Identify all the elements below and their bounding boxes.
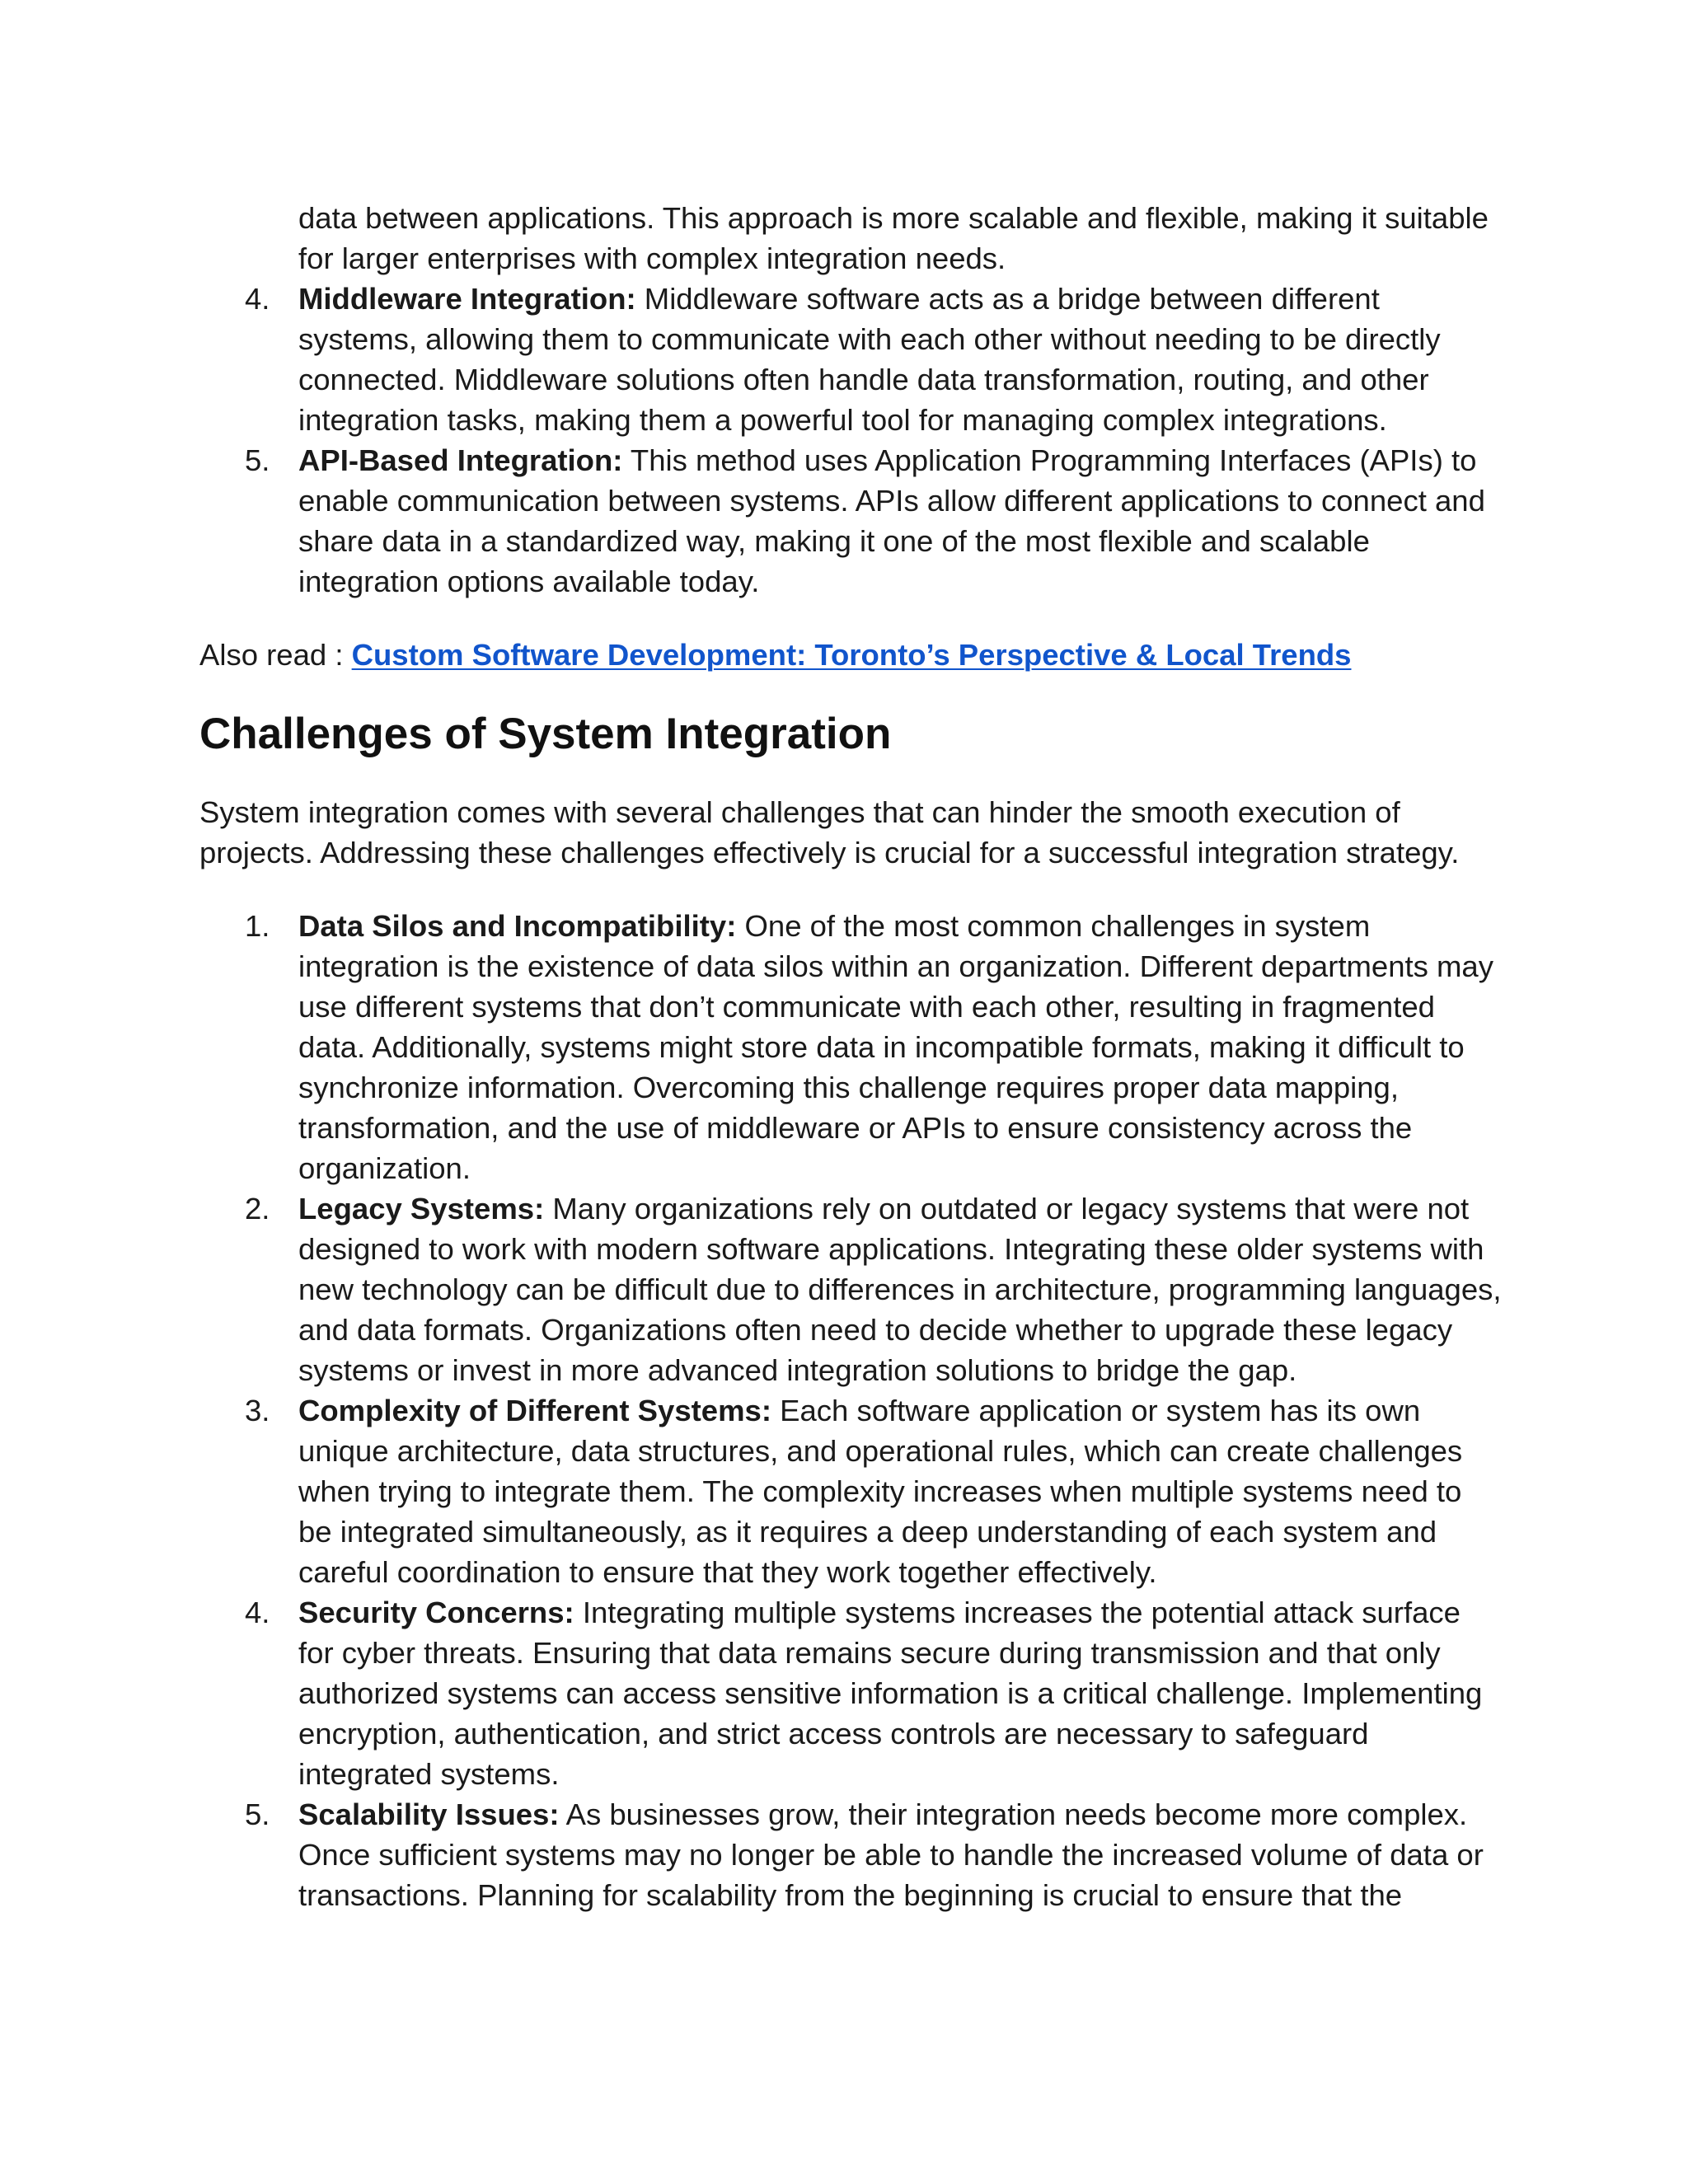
list-item — [199, 279, 1502, 440]
list-number: 2. — [245, 1192, 270, 1226]
also-read-link[interactable]: Custom Software Development: Toronto’s Perspective & Local Trends — [351, 638, 1352, 672]
list-item-title: API-Based Integration: — [298, 443, 623, 477]
list-number: 5. — [245, 1797, 270, 1831]
list-item-title: Data Silos and Incompatibility: — [298, 909, 737, 943]
list-item-text: This method uses Application Programming Interfaces (APIs) to enable communication between systems. APIs allow different applications to connect and share data in a standardized way, making it one of the most flexible and scalable integration options available today. — [298, 443, 1485, 598]
list-continuation: data between applications. This approach is more scalable and flexible, making it suitable for larger enterprises with complex integration needs. — [298, 201, 1489, 275]
list-item — [199, 1794, 1502, 1915]
list-item-text: Integrating multiple systems increases the potential attack surface for cyber threats. Ensuring that data remains secure during transmission and that only authorized systems can access sensitive information is a critical challenge. Implementing encryption, authentication, and strict access controls are necessary to safeguard integrated systems. — [298, 1596, 1483, 1791]
list-number: 1. — [245, 909, 270, 943]
list-item — [199, 906, 1502, 1188]
list-item-text: Middleware software acts as a bridge between different systems, allowing them to communicate with each other without needing to be directly connected. Middleware solutions often handle data transformation, routing, and other integration tasks, making them a powerful tool for managing complex integrations. — [298, 282, 1441, 437]
challenges-list — [199, 906, 1502, 1915]
list-item-title: Complexity of Different Systems: — [298, 1394, 771, 1427]
list-item — [199, 1390, 1502, 1592]
list-number: 4. — [245, 282, 270, 316]
list-item — [199, 440, 1502, 602]
list-item-text: As businesses grow, their integration needs become more complex. Once sufficient systems may no longer be able to handle the increased volume of data or transactions. Planning for scalability from the beginning is crucial to ensure that the — [298, 1797, 1484, 1912]
document-page — [199, 198, 1502, 1915]
list-item-title: Middleware Integration: — [298, 282, 636, 316]
list-item — [199, 1592, 1502, 1794]
list-number: 4. — [245, 1596, 270, 1629]
list-item-text: Each software application or system has its own unique architecture, data structures, and operational rules, which can create challenges when trying to integrate them. The complexity increases when multiple systems need to be integrated simultaneously, as it requires a deep understanding of each system and careful coordination to ensure that they work together effectively. — [298, 1394, 1463, 1589]
list-item-title: Security Concerns: — [298, 1596, 574, 1629]
integration-methods-list — [199, 279, 1502, 602]
list-item-text: Many organizations rely on outdated or legacy systems that were not designed to work with modern software applications. Integrating these older systems with new technology can be difficult due to differences in architecture, programming languages, and data formats. Organizations often need to decide whether to upgrade these legacy systems or invest in more advanced integration solutions to bridge the gap. — [298, 1192, 1502, 1387]
list-number: 5. — [245, 443, 270, 477]
list-item-title: Legacy Systems: — [298, 1192, 545, 1226]
list-item-title: Scalability Issues: — [298, 1797, 560, 1831]
section-intro: System integration comes with several challenges that can hinder the smooth execution of projects. Addressing these challenges effectively is crucial for a successful integration strategy. — [199, 795, 1460, 869]
list-item — [199, 1188, 1502, 1390]
also-read-prefix: Also read : — [199, 638, 352, 672]
also-read — [199, 635, 1502, 675]
list-number: 3. — [245, 1394, 270, 1427]
list-item-text: One of the most common challenges in system integration is the existence of data silos within an organization. Different departments may use different systems that don’t communicate with each other, resulting in fragmented data. Additionally, systems might store data in incompatible formats, making it difficult to synchronize information. Overcoming this challenge requires proper data mapping, transformation, and the use of middleware or APIs to ensure consistency across the organization. — [298, 909, 1493, 1185]
section-heading: Challenges of System Integration — [199, 710, 892, 758]
